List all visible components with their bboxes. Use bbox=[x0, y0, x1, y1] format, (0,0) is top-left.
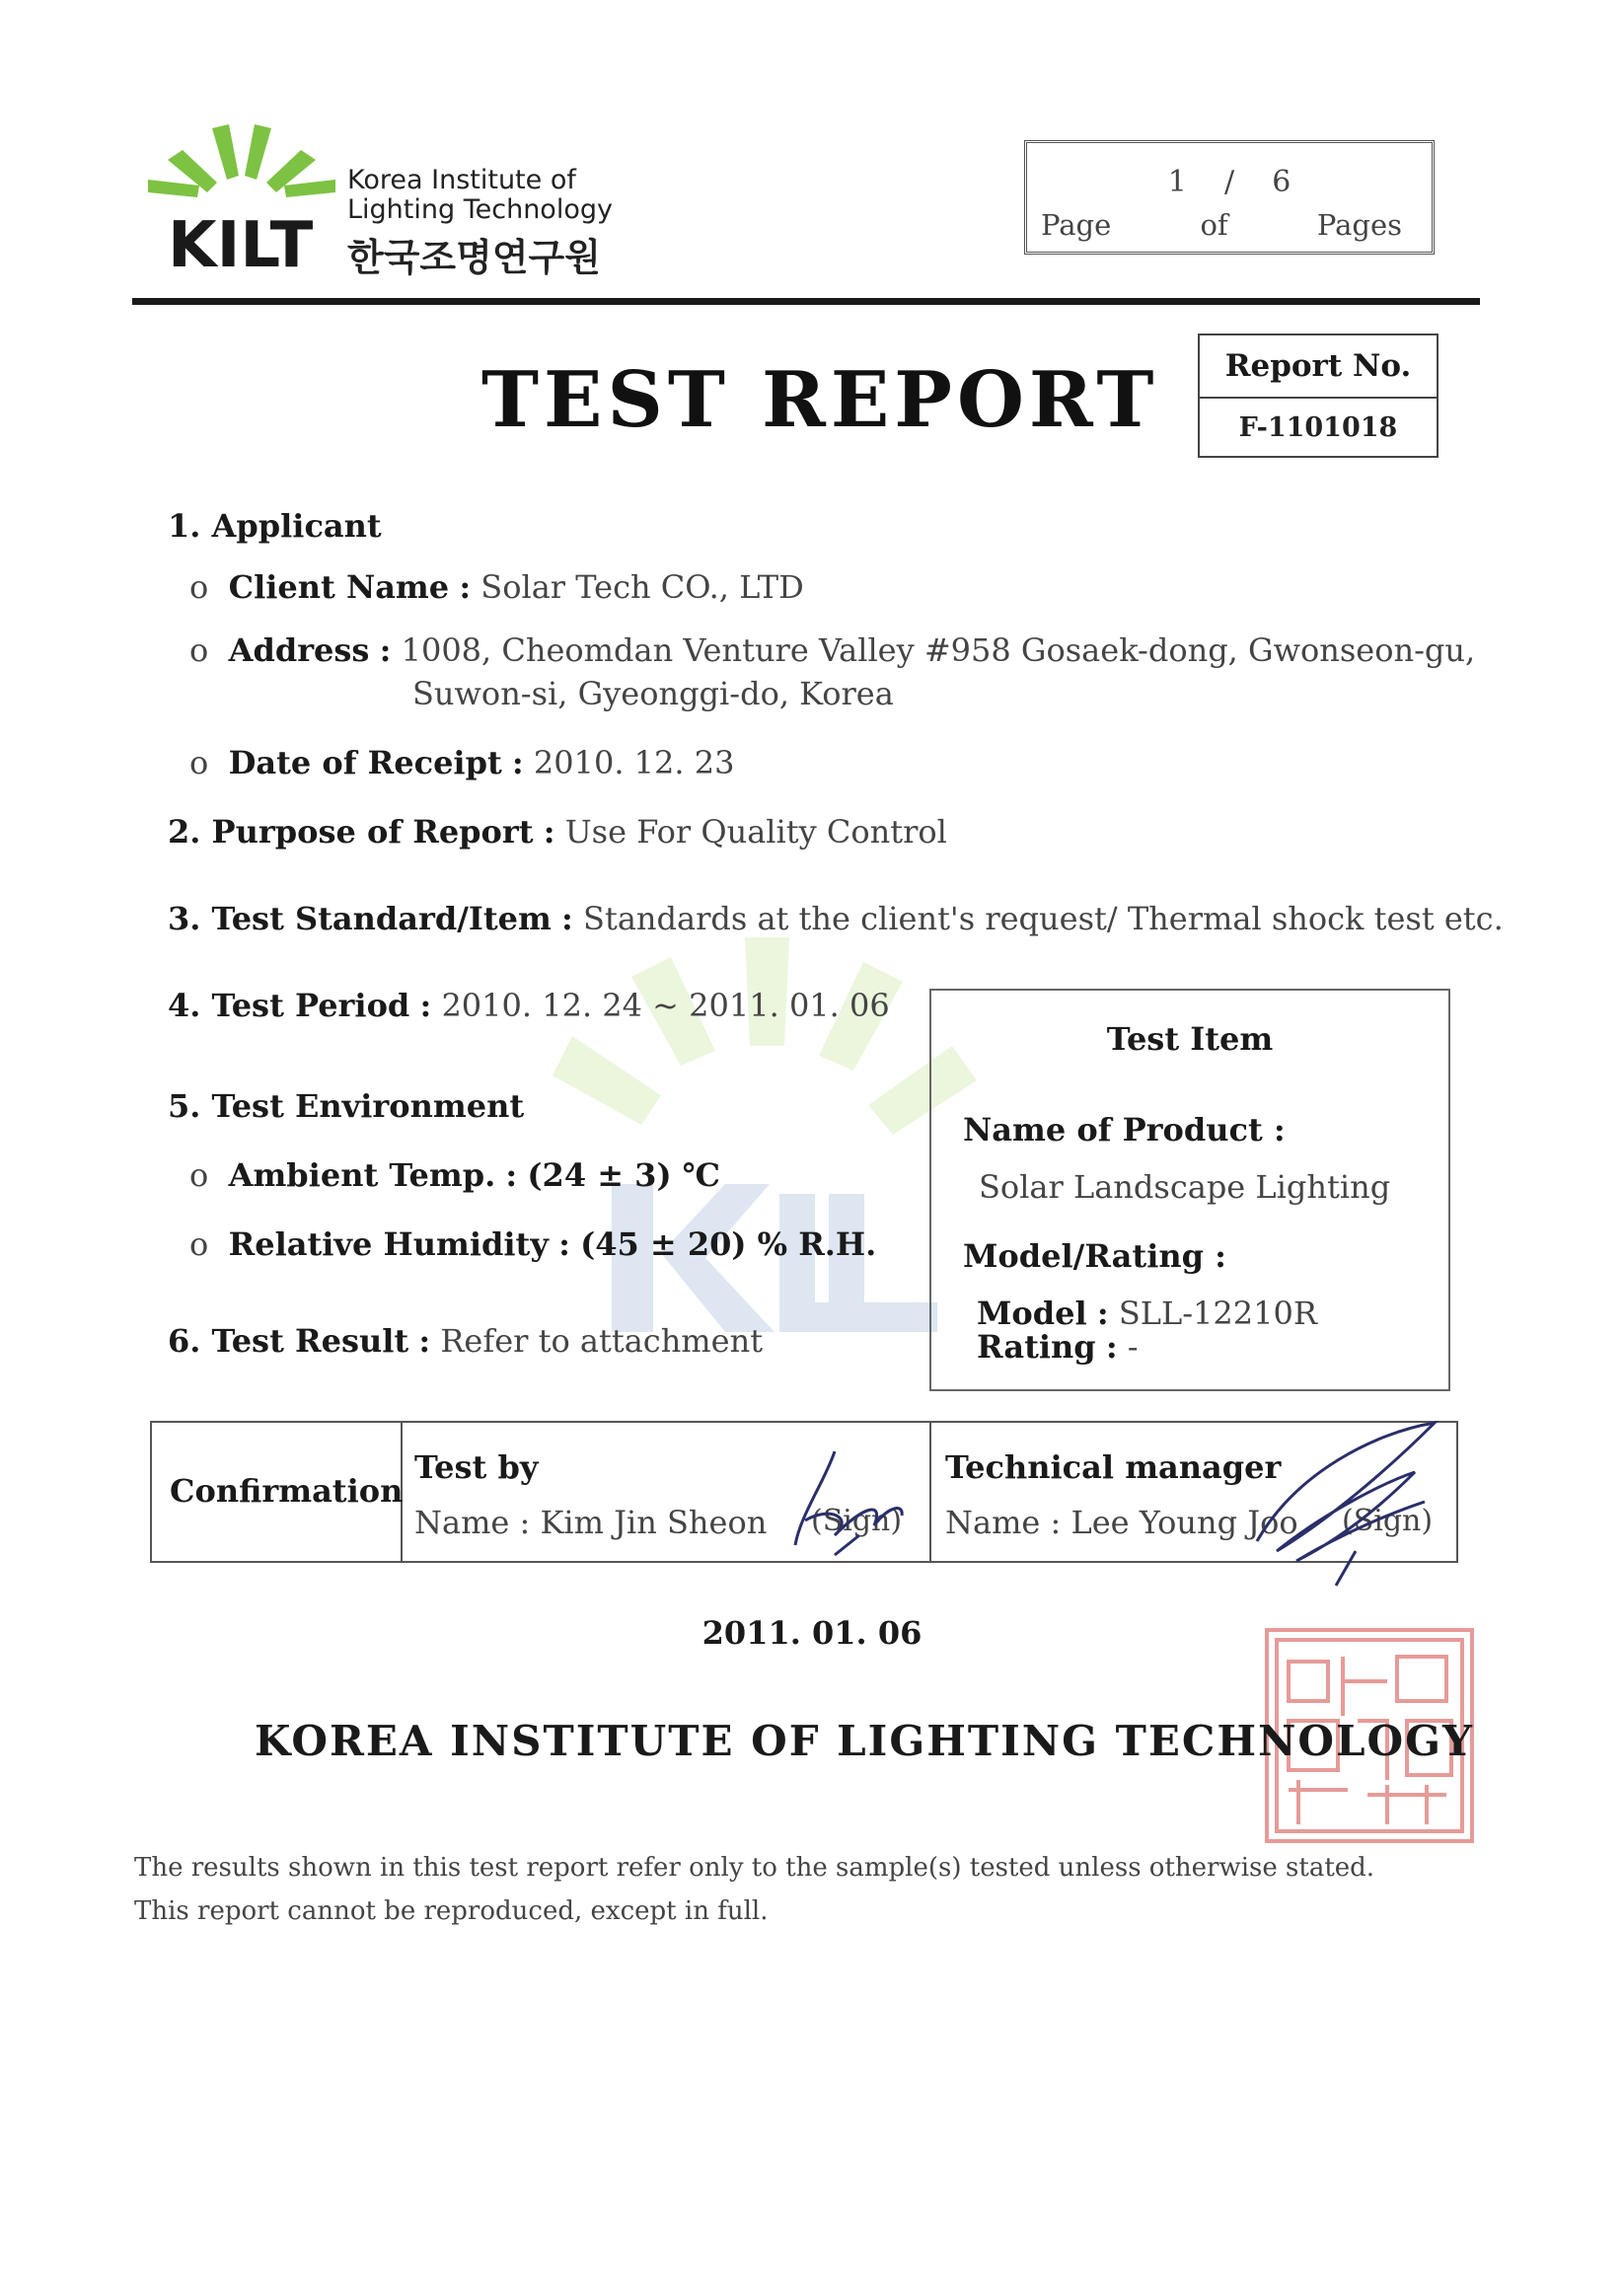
institute-name-en-line2: Lighting Technology bbox=[347, 194, 613, 225]
rating-label: Rating bbox=[977, 1328, 1096, 1366]
institute-name-en bbox=[347, 166, 613, 225]
result-value: Refer to attachment bbox=[440, 1322, 764, 1360]
test-by-sign-label: (Sign) bbox=[811, 1504, 903, 1538]
institute-name-ko: 한국조명연구원 bbox=[347, 236, 601, 279]
client-name-row bbox=[189, 568, 804, 606]
manager-cell bbox=[931, 1423, 1456, 1561]
test-item-box bbox=[929, 989, 1450, 1391]
rating-value: - bbox=[1127, 1328, 1139, 1366]
period-row bbox=[168, 987, 890, 1024]
purpose-value: Use For Quality Control bbox=[564, 813, 947, 851]
bullet: o bbox=[189, 744, 209, 781]
section-applicant-heading: 1. Applicant bbox=[168, 507, 382, 545]
page-numbers bbox=[1027, 165, 1432, 199]
issue-date: 2011. 01. 06 bbox=[701, 1614, 923, 1652]
confirmation-table bbox=[150, 1421, 1458, 1563]
receipt-row bbox=[189, 744, 734, 781]
temp-row bbox=[189, 1156, 720, 1194]
page-current: 1 bbox=[1167, 165, 1187, 199]
test-by-name: Name : Kim Jin Sheon bbox=[414, 1504, 768, 1541]
product-label: Name of Product : bbox=[963, 1111, 1286, 1148]
product-value: Solar Landscape Lighting bbox=[979, 1168, 1391, 1206]
model-row bbox=[977, 1295, 1317, 1332]
bullet: o bbox=[189, 1225, 209, 1263]
bullet: o bbox=[189, 568, 209, 606]
client-name-value: Solar Tech CO., LTD bbox=[480, 568, 804, 606]
confirmation-cell bbox=[152, 1423, 403, 1561]
test-by-signature bbox=[775, 1446, 923, 1557]
temp-label: Ambient Temp. bbox=[228, 1156, 496, 1194]
page-counter-box bbox=[1024, 140, 1435, 255]
bullet: o bbox=[189, 1156, 209, 1194]
logo-abbrev: KILT bbox=[168, 209, 314, 276]
period-value: 2010. 12. 24 ~ 2011. 01. 06 bbox=[441, 987, 890, 1024]
colon: : bbox=[379, 631, 392, 669]
address-row bbox=[189, 631, 1475, 669]
test-by-label: Test by bbox=[414, 1448, 539, 1486]
page-words bbox=[1041, 208, 1402, 242]
humidity-value: (45 ± 20) % R.H. bbox=[580, 1225, 877, 1263]
colon: : bbox=[418, 1322, 431, 1360]
address-line2: Suwon-si, Gyeonggi-do, Korea bbox=[412, 675, 894, 712]
colon: : bbox=[1096, 1295, 1109, 1332]
pages-word: Pages bbox=[1316, 208, 1402, 242]
page-title: TEST REPORT bbox=[481, 355, 1159, 445]
colon: : bbox=[1105, 1328, 1118, 1366]
period-label: 4. Test Period bbox=[168, 987, 410, 1024]
report-number-label: Report No. bbox=[1200, 335, 1437, 399]
report-number-value: F-1101018 bbox=[1238, 412, 1398, 443]
standard-label: 3. Test Standard/Item bbox=[168, 900, 552, 937]
colon: : bbox=[558, 1225, 570, 1263]
temp-value: (24 ± 3) ℃ bbox=[527, 1156, 721, 1194]
test-item-heading: Test Item bbox=[1106, 1020, 1274, 1058]
manager-signature bbox=[1237, 1413, 1444, 1591]
footer-line2: This report cannot be reproduced, except in full. bbox=[134, 1896, 769, 1926]
manager-sign-label: (Sign) bbox=[1342, 1504, 1434, 1538]
page-separator: / bbox=[1223, 165, 1235, 199]
of-word: of bbox=[1200, 208, 1228, 242]
model-label: Model bbox=[977, 1295, 1087, 1332]
page-word: Page bbox=[1041, 208, 1112, 242]
receipt-label: Date of Receipt bbox=[228, 744, 502, 781]
institute-name-en-line1: Korea Institute of bbox=[347, 165, 576, 195]
humidity-row bbox=[189, 1225, 876, 1263]
confirmation-label: Confirmation bbox=[170, 1472, 404, 1510]
colon: : bbox=[511, 744, 524, 781]
page-total: 6 bbox=[1272, 165, 1292, 199]
kilt-logo-icon bbox=[138, 99, 345, 276]
standard-row bbox=[168, 900, 1504, 937]
result-label: 6. Test Result bbox=[168, 1322, 409, 1360]
address-label: Address bbox=[228, 631, 370, 669]
purpose-row bbox=[168, 813, 947, 851]
standard-value: Standards at the client's request/ Thermal shock test etc. bbox=[583, 900, 1504, 937]
result-row bbox=[168, 1322, 763, 1360]
purpose-label: 2. Purpose of Report bbox=[168, 813, 534, 851]
institute-name-full: KOREA INSTITUTE OF LIGHTING TECHNOLOGY bbox=[255, 1717, 1474, 1765]
rating-row bbox=[977, 1328, 1139, 1366]
humidity-label: Relative Humidity bbox=[228, 1225, 549, 1263]
manager-label: Technical manager bbox=[945, 1448, 1282, 1486]
manager-name: Name : Lee Young Joo bbox=[945, 1504, 1298, 1541]
colon: : bbox=[419, 987, 432, 1024]
colon: : bbox=[459, 568, 472, 606]
receipt-value: 2010. 12. 23 bbox=[533, 744, 735, 781]
colon: : bbox=[505, 1156, 518, 1194]
test-by-cell bbox=[401, 1423, 931, 1561]
footer-line1: The results shown in this test report refer only to the sample(s) tested unless otherwise stated. bbox=[134, 1853, 1375, 1883]
header-divider bbox=[132, 298, 1480, 305]
model-value: SLL-12210R bbox=[1118, 1295, 1317, 1332]
colon: : bbox=[561, 900, 573, 937]
model-rating-label: Model/Rating : bbox=[963, 1237, 1226, 1275]
environment-heading: 5. Test Environment bbox=[168, 1087, 525, 1125]
address-line1: 1008, Cheomdan Venture Valley #958 Gosaek-dong, Gwonseon-gu, bbox=[401, 631, 1476, 669]
client-name-label: Client Name bbox=[228, 568, 450, 606]
colon: : bbox=[543, 813, 555, 851]
report-number-box bbox=[1198, 333, 1439, 458]
bullet: o bbox=[189, 631, 209, 669]
